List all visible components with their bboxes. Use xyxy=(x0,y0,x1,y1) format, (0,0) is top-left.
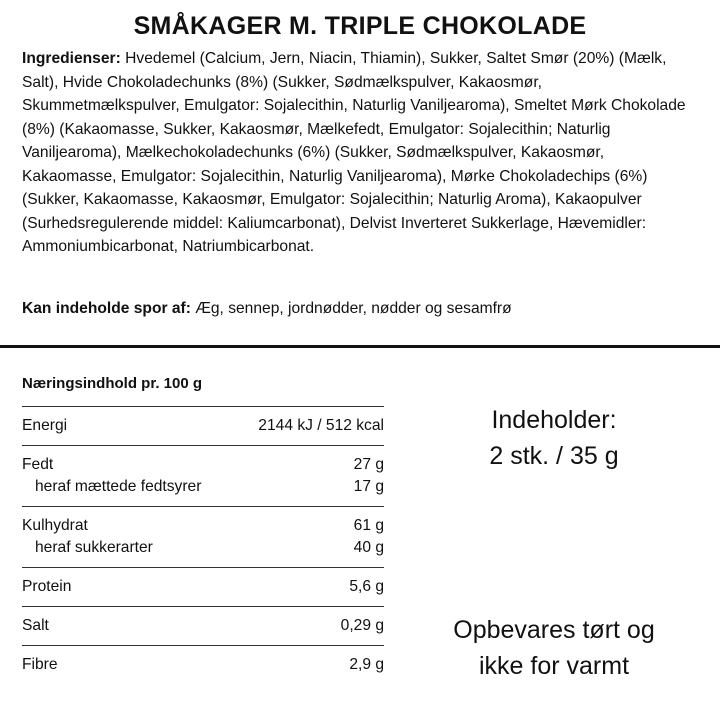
nutrition-row-salt xyxy=(22,615,384,637)
nutrition-row-carbohydrate xyxy=(22,515,384,537)
nutrient-value: 2,9 g xyxy=(349,656,384,673)
nutrient-name: Protein xyxy=(22,578,72,595)
nutrition-heading: Næringsindhold pr. 100 g xyxy=(22,375,203,392)
nutrition-row-saturated-fat xyxy=(22,476,384,498)
ingredients-text: Hvedemel (Calcium, Jern, Niacin, Thiamin), Sukker, Saltet Smør (20%) (Mælk, Salt), Hvide Chokoladechunks (8%) (Sukker, Sødmælkspulver, Kakaosmør, Skummetmælkspulver, Emulgator: Sojalecithin, Naturlig Vaniljearoma), Smeltet Mørk Chokolade (8%) (Kakaomasse, Sukker, Kakaosmør, Mælkefedt, Emulgator: Sojalecithin; Naturlig Vaniljearoma), Mælkechokoladechunks (6%) (Sukker, Sødmælkspulver, Kakaosmør, Kakaomasse, Emulgator: Sojalecithin, Naturlig Vaniljearoma), Mørke Chokoladechips (6%) (Sukker, Kakaomasse, Kakaosmør, Emulgator: Sojalecithin; Naturlig Aroma), Kakaopulver (Surhedsregulerende middel: Kaliumcarbonat), Delvist Inverteret Sukkerlage, Hævemidler: Ammoniumbicarbonat, Natriumbicarbonat. xyxy=(22,50,686,255)
nutrition-row-protein xyxy=(22,576,384,598)
nutrient-name: Fibre xyxy=(22,656,58,673)
section-divider xyxy=(0,345,720,348)
ingredients-label: Ingredienser: xyxy=(22,50,121,67)
nutrient-name: heraf mættede fedtsyrer xyxy=(35,478,202,495)
nutrition-group-carbohydrate xyxy=(22,506,384,567)
storage-line-1: Opbevares tørt og xyxy=(453,616,655,644)
contents-line-2: 2 stk. / 35 g xyxy=(489,442,619,470)
nutrition-group-fat xyxy=(22,445,384,506)
nutrition-group-salt xyxy=(22,606,384,645)
nutrient-name: Fedt xyxy=(22,456,54,473)
nutrient-value: 61 g xyxy=(353,517,384,534)
storage-line-2: ikke for varmt xyxy=(478,652,630,680)
ingredients-paragraph xyxy=(22,47,702,259)
nutrient-name: Energi xyxy=(22,417,68,434)
nutrition-row-energy xyxy=(22,415,384,437)
allergen-text: Æg, sennep, jordnødder, nødder og sesamfrø xyxy=(190,300,512,317)
nutrition-row-fibre xyxy=(22,654,384,676)
nutrition-group-protein xyxy=(22,567,384,606)
nutrient-name: Salt xyxy=(22,617,49,634)
storage-instructions xyxy=(404,612,704,684)
nutrition-row-fat xyxy=(22,454,384,476)
package-contents xyxy=(404,402,704,474)
nutrient-value: 0,29 g xyxy=(340,617,384,634)
nutrient-name: heraf sukkerarter xyxy=(35,539,153,556)
allergen-paragraph xyxy=(22,297,702,321)
nutrient-value: 40 g xyxy=(353,539,384,556)
nutrient-value: 27 g xyxy=(353,456,384,473)
allergen-label: Kan indeholde spor af: xyxy=(22,300,191,317)
product-title: SMÅKAGER M. TRIPLE CHOKOLADE xyxy=(133,12,587,40)
nutrition-group-fibre xyxy=(22,645,384,684)
nutrient-value: 2144 kJ / 512 kcal xyxy=(258,417,384,434)
contents-line-1: Indeholder: xyxy=(491,406,617,434)
nutrient-value: 17 g xyxy=(353,478,384,495)
nutrient-name: Kulhydrat xyxy=(22,517,88,534)
nutrition-table xyxy=(22,372,384,684)
nutrition-group-energy xyxy=(22,406,384,445)
nutrient-value: 5,6 g xyxy=(349,578,384,595)
nutrition-row-sugars xyxy=(22,537,384,559)
